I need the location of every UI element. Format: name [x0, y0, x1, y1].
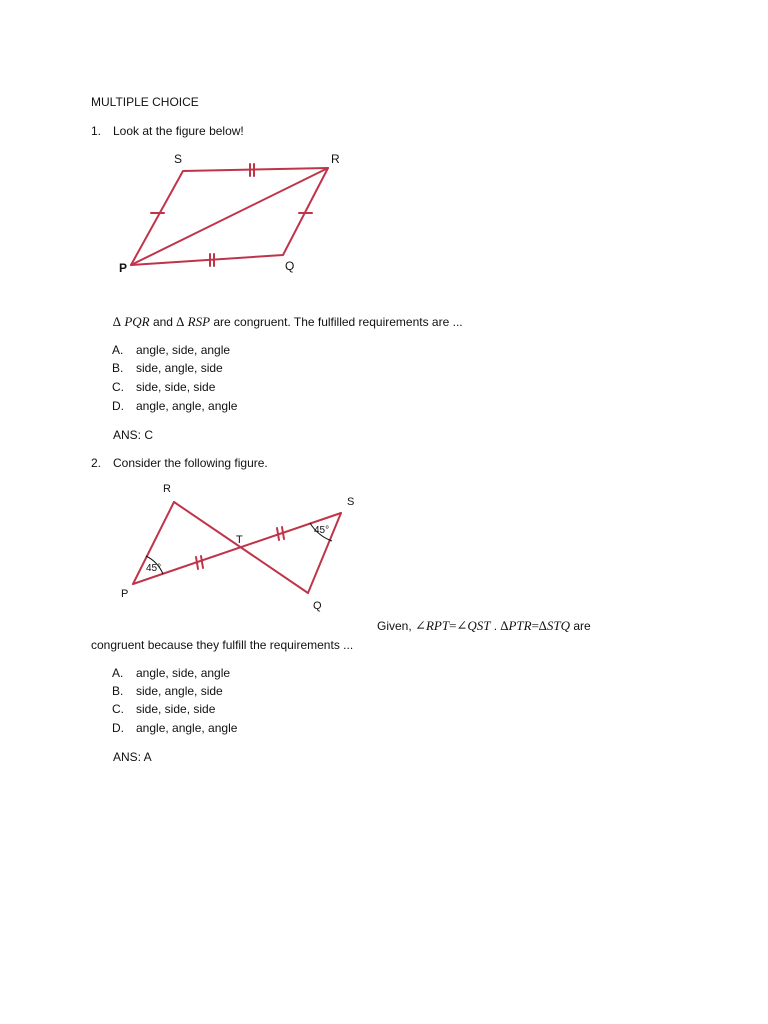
q2-option-d[interactable] — [112, 721, 237, 735]
q2-triangle-ptr: PTR — [508, 618, 532, 633]
q2-label-q: Q — [313, 600, 322, 612]
option-text: side, side, side — [136, 702, 216, 716]
option-letter: B. — [112, 361, 124, 375]
q2-angle-rpt: RPT — [425, 618, 450, 633]
q2-continuation: congruent because they fulfill the requirements ... — [91, 638, 354, 652]
option-text: angle, side, angle — [136, 343, 231, 357]
q2-label-t: T — [236, 534, 243, 546]
q1-label-r: R — [331, 152, 340, 166]
q2-dot: . — [493, 619, 498, 633]
q1-answer: ANS: C — [113, 428, 154, 442]
q2-angle-label-p: 45° — [146, 563, 162, 574]
q1-delta-1: ∆ — [113, 314, 121, 329]
q1-triangle-rsp: RSP — [187, 314, 211, 329]
q1-statement-rest: are congruent. The fulfilled requirements are ... — [213, 315, 463, 329]
option-text: angle, side, angle — [136, 666, 231, 680]
q2-angle-qst: QST — [467, 618, 491, 633]
option-text: side, angle, side — [136, 361, 223, 375]
q2-given-word: Given, — [377, 619, 412, 633]
q2-option-a[interactable] — [112, 666, 230, 680]
option-letter: B. — [112, 684, 124, 698]
option-letter: A. — [112, 666, 124, 680]
q2-label-r: R — [163, 483, 171, 495]
option-text: angle, angle, angle — [136, 399, 238, 413]
q2-given-statement — [377, 618, 591, 634]
q2-delta-2: ∆ — [538, 618, 547, 633]
q2-option-b[interactable] — [112, 684, 223, 698]
q2-delta-1: ∆ — [500, 618, 509, 633]
q1-label-p: P — [119, 261, 128, 275]
q1-label-s: S — [174, 152, 183, 166]
q2-angle-symbol-2: ∠ — [456, 618, 468, 633]
option-text: side, angle, side — [136, 684, 223, 698]
section-heading: MULTIPLE CHOICE — [91, 95, 199, 109]
q2-prompt: Consider the following figure. — [113, 456, 268, 470]
q2-equals-1: = — [449, 618, 457, 633]
q2-label-p: P — [121, 588, 129, 600]
option-letter: D. — [112, 721, 124, 735]
q2-angle-label-s: 45° — [314, 525, 330, 536]
q2-ticks-pt — [196, 556, 203, 569]
q2-answer: ANS: A — [113, 750, 152, 764]
q2-option-c[interactable] — [112, 702, 215, 716]
option-text: side, side, side — [136, 380, 216, 394]
q1-and: and — [152, 315, 173, 329]
q1-number: 1. — [91, 124, 102, 138]
q2-number: 2. — [91, 456, 102, 470]
q1-triangle-pqr: PQR — [124, 314, 150, 329]
q2-equals-2: = — [531, 618, 539, 633]
q1-delta-2: ∆ — [176, 314, 185, 329]
option-letter: A. — [112, 343, 124, 357]
option-letter: C. — [112, 702, 124, 716]
q1-label-q: Q — [285, 259, 295, 273]
q2-label-s: S — [347, 496, 355, 508]
option-letter: D. — [112, 399, 124, 413]
q2-angle-symbol-1: ∠ — [415, 618, 426, 633]
q2-given-tail: are — [573, 619, 591, 633]
option-text: angle, angle, angle — [136, 721, 238, 735]
option-letter: C. — [112, 380, 124, 394]
q1-prompt: Look at the figure below! — [113, 124, 244, 138]
q2-triangle-stq: STQ — [546, 618, 570, 633]
